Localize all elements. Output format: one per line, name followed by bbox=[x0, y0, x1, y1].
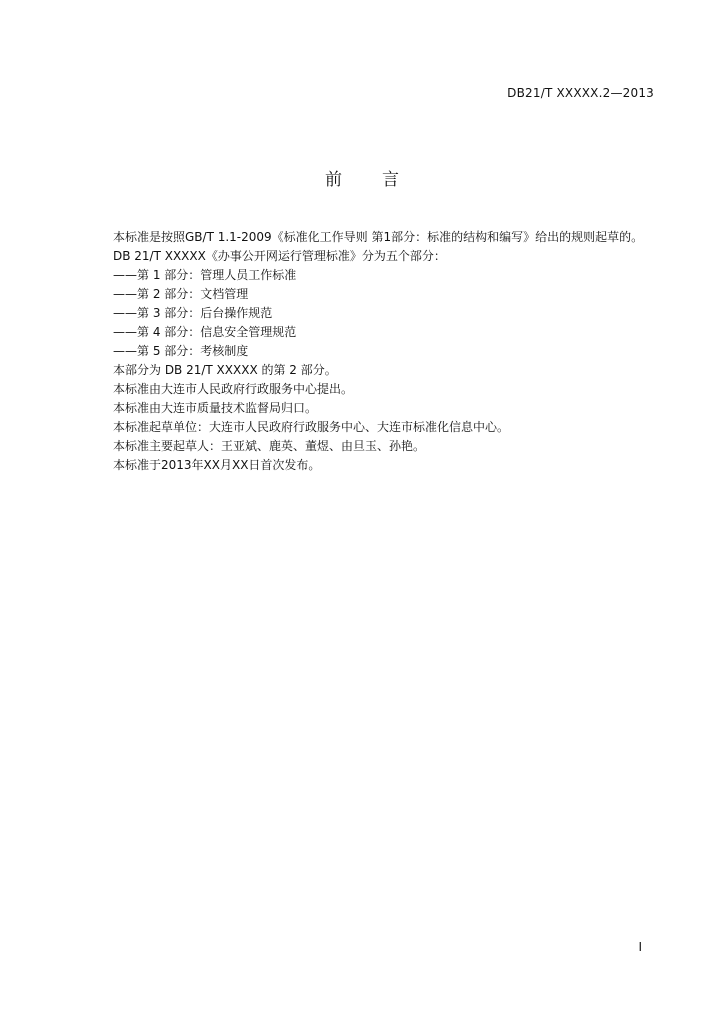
list-item-part-2: ——第 2 部分：文档管理 bbox=[113, 287, 249, 301]
list-item-part-3: ——第 3 部分：后台操作规范 bbox=[113, 306, 273, 320]
paragraph-administrator: 本标准由大连市质量技术监督局归口。 bbox=[113, 401, 318, 415]
paragraph-drafting-rules: 本标准是按照GB/T 1.1-2009《标准化工作导则 第1部分：标准的结构和编写》给出的规则起草的。 bbox=[113, 230, 644, 244]
list-item-part-5: ——第 5 部分：考核制度 bbox=[113, 344, 249, 358]
list-item-part-1: ——第 1 部分：管理人员工作标准 bbox=[113, 268, 297, 282]
paragraph-drafters: 本标准主要起草人：王亚斌、鹿英、董煜、由旦玉、孙艳。 bbox=[113, 439, 426, 453]
page-number: I bbox=[638, 940, 642, 954]
paragraph-release-date: 本标准于2013年XX月XX日首次发布。 bbox=[113, 458, 321, 472]
section-title: 前言 bbox=[325, 170, 439, 190]
foreword-body bbox=[87, 228, 659, 475]
list-item-part-4: ——第 4 部分：信息安全管理规范 bbox=[113, 325, 297, 339]
paragraph-proposer: 本标准由大连市人民政府行政服务中心提出。 bbox=[113, 382, 354, 396]
paragraph-this-part: 本部分为 DB 21/T XXXXX 的第 2 部分。 bbox=[113, 363, 337, 377]
paragraph-drafting-units: 本标准起草单位：大连市人民政府行政服务中心、大连市标准化信息中心。 bbox=[113, 420, 510, 434]
paragraph-parts-intro: DB 21/T XXXXX《办事公开网运行管理标准》分为五个部分： bbox=[113, 249, 446, 263]
document-code: DB21/T XXXXX.2—2013 bbox=[507, 86, 654, 100]
